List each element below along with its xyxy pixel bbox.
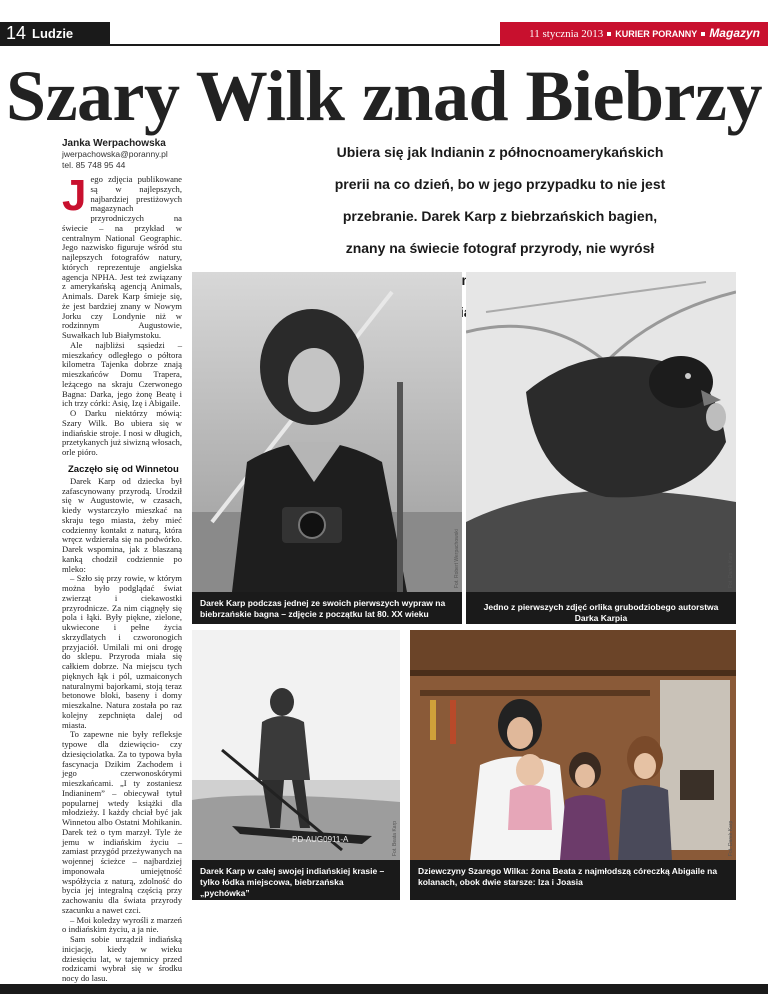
boat-registration: PD-AUG0911-A	[292, 835, 349, 844]
paragraph: Jego zdjęcia publikowane są w najlepszych, najbardziej prestiżowych magazynach przyrodniczych na świecie – na przykład w centralnym National Geographic. Jego nazwisko figuruje wśród stu najlepszych fotografów natury, których reprezentuje angielska agencja NPHA. Jest też związany z amerykańską agencją Animals, Animals. Darek Karp śmieje się, że jest bardziej znany w Nowym Jorku czy Londynie niż w rodzinnym Augustowie, Suwałkach lub Białymstoku.	[62, 171, 182, 340]
photo-caption: Darek Karp podczas jednej ze swoich pierwszych wypraw na biebrzańskie bagna – zdjęcie z początku lat 80. XX wieku	[192, 592, 462, 624]
section-tab	[0, 22, 110, 46]
masthead	[529, 26, 760, 40]
masthead-strip	[500, 22, 768, 46]
photo-family	[410, 630, 736, 860]
header-rule	[110, 44, 500, 46]
byline	[62, 138, 232, 171]
lead-line: przebranie. Darek Karp z biebrzańskich bagien,	[342, 208, 658, 224]
paragraph: Ale najbliżsi sąsiedzi – mieszkańcy odległego o półtora kilometra Tajenka dobrze znają mieszkańców Domu Trapera, leżącego na skraju Czerwonego Bagna: Darka, jego żonę Beatę i ich trzy córki: Asię, Izę i Abigaile.	[62, 339, 182, 409]
magazine-name: Magazyn	[709, 26, 760, 40]
portrait-image	[192, 272, 462, 592]
photo-credit: Fot. Darek Karp	[728, 820, 734, 856]
author-name: Janka Werpachowska	[62, 138, 166, 149]
drop-cap: J	[62, 171, 87, 220]
photo-caption: Darek Karp w całej swojej indiańskiej krasie – tylko łódka miejscowa, biebrzańska „pychówka”	[192, 860, 400, 900]
paragraph: – Szło się przy rowie, w którym można było podglądać świat zwierząt i ciekawostki przyrodnicze. Za nim ciągnęły się pola i łąki. Były piękne, zielone, ukwiecone i pełne życia skrzydlatych i czworonogich przyjaciół. Umilali mi oni drogę do sklepu. Przyroda miała się całkiem dobrze. Na miejscu tych pięknych łąk i pól, uzmaiconych naturalnymi bajorkami, stoją teraz betonowe bloki, baseny i domy mieszkalne. Natura została po raz kolejny zepchnięta dalej od miasta.	[62, 573, 182, 730]
page-header	[0, 0, 768, 52]
paragraph: Darek Karp od dziecka był zafascynowany przyrodą. Urodził się w Augustowie, w czasach, kiedy wystarczyło mieszkać na skraju tego miasta, żeby mieć codzienny kontakt z naturą, która wręcz wdzierała się na podwórko. Darek wspomina, jak z blaszaną kanką chodził codziennie po mleko:	[62, 475, 182, 574]
page-number: 14	[6, 23, 27, 43]
lead-line: Ubiera się jak Indianin z północnoamerykańskich	[336, 144, 664, 160]
section-name: Ludzie	[32, 26, 74, 41]
article-body	[62, 171, 182, 984]
headline: Szary Wilk znad Biebrzy	[6, 56, 762, 136]
paragraph: Sam sobie urządził indiańską inicjację, kiedy w wieku dziesięciu lat, w tajemnicy przed rodzicami wybrał się w środku nocy do lasu.	[62, 934, 182, 983]
author-email: jwerpachowska@poranny.pl	[62, 149, 168, 159]
lead-line: prerii na co dzień, bo w jego przypadku to nie jest	[334, 176, 666, 192]
photo-boat	[192, 630, 400, 860]
photo-credit: Fot. Robert Werpachowski	[454, 529, 460, 588]
paragraph: O Darku niektórzy mówią: Szary Wilk. Bo ubiera się w indiańskie stroje. I nosi w długich, przetykanych już siwizną włosach, orle pióro.	[62, 408, 182, 457]
photo-caption: Dziewczyny Szarego Wilka: żona Beata z najmłodszą córeczką Abigaile na kolanach, obok dwie starsze: Iza i Joasia	[410, 860, 736, 900]
eagle-image	[466, 272, 736, 592]
photo-credit: Fot. Beata Karp	[392, 820, 398, 856]
paragraph: – Moi koledzy wyrośli z marzeń o indiańskim życiu, a ja nie.	[62, 914, 182, 935]
footer-bar	[0, 984, 768, 994]
photo-credit: Fot. Darek Karp	[728, 552, 734, 588]
separator-square-icon	[701, 32, 705, 36]
lead-line: znany na świecie fotograf przyrody, nie wyrósł	[345, 240, 655, 256]
photo-caption: Jedno z pierwszych zdjęć orlika grubodziobego autorstwa Darka Karpia	[466, 592, 736, 624]
paragraph: To zapewne nie były refleksje typowe dla dziewięcio- czy dziesięciolatka. Za to typowa była fascynacja Dzikim Zachodem i jego czerwonoskórymi mieszkańcami. „I ty zostaniesz Indianinem” – obiecywał tytuł popularnej wtedy książki dla młodzieży. I każdy chciał być jak Winnetou albo Ostatni Mohikanin. Darek też o tym marzył. Tyle że jemu w indiańskim życiu – zamiast przygód przeżywanych na wojennej ścieżce – najbardziej imponowała umiejętność współżycia z naturą, zdolność do bycia jej integralną częścią przy zachowaniu dla świata przyrody szacunku a nawet czci.	[62, 729, 182, 915]
separator-square-icon	[607, 32, 611, 36]
photo-eagle	[466, 272, 736, 592]
family-image	[410, 630, 736, 860]
photo-portrait	[192, 272, 462, 592]
issue-date: 11 stycznia 2013	[529, 28, 604, 40]
boat-image	[192, 630, 400, 860]
subheading: Zaczęło się od Winnetou	[68, 463, 179, 475]
paper-name: KURIER PORANNY	[615, 29, 698, 39]
lead-line: Indianin	[438, 304, 493, 320]
author-phone: tel. 85 748 95 44	[62, 160, 126, 170]
